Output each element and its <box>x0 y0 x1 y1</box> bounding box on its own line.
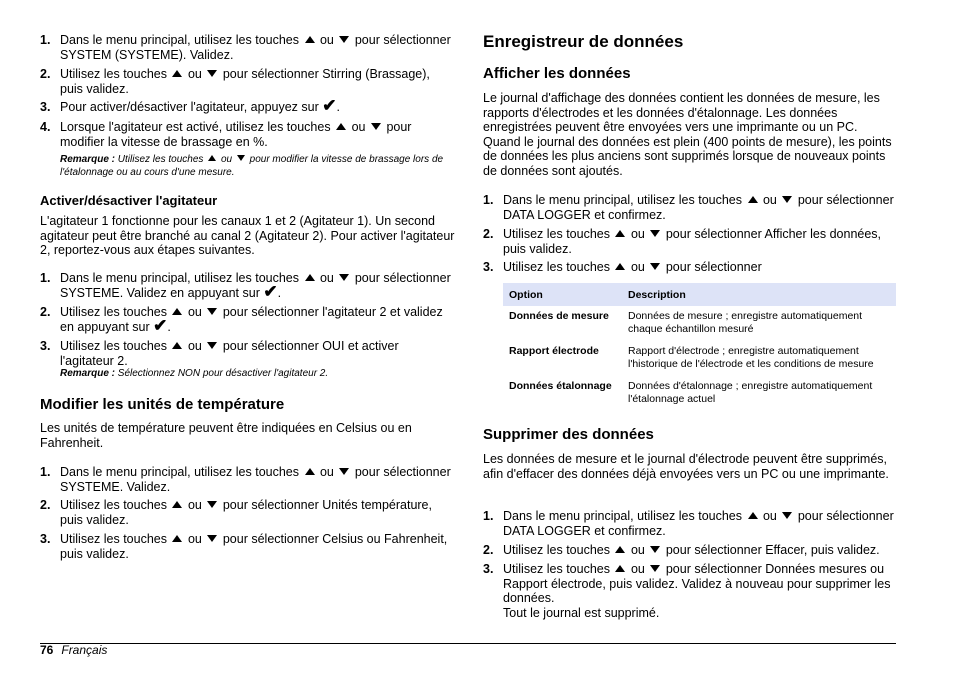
checkmark-icon: ✔ <box>263 281 278 301</box>
down-arrow-icon <box>650 565 660 572</box>
down-arrow-icon <box>650 230 660 237</box>
option-cell: Données étalonnage <box>509 380 612 392</box>
section-heading: Afficher les données <box>483 65 631 82</box>
step-number: 4. <box>40 120 51 134</box>
step-result: Tout le journal est supprimé. <box>503 606 660 620</box>
step-number: 3. <box>40 339 51 353</box>
list-item <box>40 465 455 494</box>
step-number: 2. <box>40 305 51 319</box>
step-number: 2. <box>40 498 51 512</box>
up-arrow-icon <box>615 263 625 270</box>
step-number: 2. <box>40 67 51 81</box>
up-arrow-icon <box>336 123 346 130</box>
down-arrow-icon <box>207 501 217 508</box>
page-title: Enregistreur de données <box>483 32 684 51</box>
step-number: 3. <box>483 562 494 576</box>
section-heading: Activer/désactiver l'agitateur <box>40 193 218 208</box>
checkmark-icon: ✔ <box>322 96 337 115</box>
list-item <box>483 227 896 256</box>
down-arrow-icon <box>207 535 217 542</box>
list-item <box>483 509 896 538</box>
description-cell: Données de mesure ; enregistre automatiquement chaque échantillon mesuré <box>628 310 863 335</box>
table-row <box>503 306 896 341</box>
section-heading: Supprimer des données <box>483 426 654 443</box>
list-item <box>40 33 455 62</box>
step-number: 3. <box>40 100 51 114</box>
list-item <box>40 532 455 561</box>
step-text: Dans le menu principal, utilisez les touches ou pour sélectionner DATA LOGGER et confirmez. <box>503 193 894 222</box>
step-number: 1. <box>483 509 494 523</box>
step-text: Utilisez les touches ou pour sélectionner Stirring (Brassage), puis validez. <box>60 67 430 96</box>
note-label: Remarque : <box>60 154 116 165</box>
list-item <box>40 498 455 527</box>
list-item <box>483 193 896 222</box>
step-text: Dans le menu principal, utilisez les touches ou pour sélectionner DATA LOGGER et confirmez. <box>503 509 894 538</box>
table-row <box>503 341 896 376</box>
footer-language: Français <box>61 643 108 657</box>
paragraph: Le journal d'affichage des données contient les données de mesure, les rapports d'électrodes et les données d'étalonnage. Les données enregistrées peuvent être envoyées vers une imprimante ou un PC. Quand le journal des données est plein (400 points de mesure), les points de données les plus anciens sont supprimés lorsque de nouveaux points de données sont ajoutés. <box>483 91 892 178</box>
list-item <box>483 260 896 275</box>
list-item <box>40 120 455 149</box>
note: Remarque : Utilisez les touches ou pour modifier la vitesse de brassage lors de l'étalonnage ou au cours d'une mesure. <box>60 154 444 178</box>
description-cell: Rapport d'électrode ; enregistre automatiquement l'historique de l'électrode et les conditions de mesure <box>628 345 874 370</box>
up-arrow-icon <box>208 155 216 161</box>
up-arrow-icon <box>172 342 182 349</box>
list-item <box>40 305 455 334</box>
paragraph: Les données de mesure et le journal d'électrode peuvent être supprimés, afin d'effacer des données déjà envoyées vers un PC ou une imprimante. <box>483 452 889 481</box>
up-arrow-icon <box>615 546 625 553</box>
column-header: Option <box>503 283 622 306</box>
list-item <box>40 339 455 368</box>
note-label: Remarque : <box>60 368 116 379</box>
step-text: Utilisez les touches ou pour sélectionner l'agitateur 2 et validez en appuyant sur ✔. <box>60 305 443 335</box>
list-item <box>40 271 455 300</box>
option-cell: Données de mesure <box>509 310 609 322</box>
table-header-row <box>503 283 896 306</box>
list-item <box>40 67 455 96</box>
up-arrow-icon <box>748 196 758 203</box>
step-number: 1. <box>483 193 494 207</box>
down-arrow-icon <box>207 308 217 315</box>
step-number: 2. <box>483 227 494 241</box>
section-heading: Modifier les unités de température <box>40 396 285 413</box>
down-arrow-icon <box>339 468 349 475</box>
up-arrow-icon <box>172 70 182 77</box>
down-arrow-icon <box>650 263 660 270</box>
down-arrow-icon <box>339 36 349 43</box>
down-arrow-icon <box>782 512 792 519</box>
footer-divider <box>40 643 896 644</box>
step-text: Utilisez les touches ou pour sélectionner Afficher les données, puis validez. <box>503 227 882 256</box>
checkmark-icon: ✔ <box>153 315 168 335</box>
step-text: Utilisez les touches ou pour sélectionner Unités température, puis validez. <box>60 498 432 527</box>
down-arrow-icon <box>207 70 217 77</box>
step-number: 1. <box>40 465 51 479</box>
paragraph: Les unités de température peuvent être indiquées en Celsius ou en Fahrenheit. <box>40 421 412 450</box>
step-text: Dans le menu principal, utilisez les touches ou pour sélectionner SYSTEME. Validez. <box>60 465 451 494</box>
down-arrow-icon <box>650 546 660 553</box>
list-item <box>40 96 455 115</box>
up-arrow-icon <box>615 230 625 237</box>
up-arrow-icon <box>305 36 315 43</box>
step-text: Utilisez les touches ou pour sélectionner Effacer, puis validez. <box>503 543 880 557</box>
step-text: Dans le menu principal, utilisez les touches ou pour sélectionner SYSTEM (SYSTEME). Validez. <box>60 33 451 62</box>
up-arrow-icon <box>305 468 315 475</box>
step-text: Utilisez les touches ou pour sélectionner <box>503 260 762 274</box>
up-arrow-icon <box>748 512 758 519</box>
list-item <box>483 562 896 606</box>
step-number: 1. <box>40 271 51 285</box>
up-arrow-icon <box>172 501 182 508</box>
step-text: Utilisez les touches ou pour sélectionner Données mesures ou Rapport électrode, puis validez. Validez à nouveau pour supprimer les données. <box>503 562 891 605</box>
down-arrow-icon <box>339 274 349 281</box>
page-number: 76 <box>40 643 54 657</box>
option-cell: Rapport électrode <box>509 345 599 357</box>
step-number: 3. <box>483 260 494 274</box>
up-arrow-icon <box>172 308 182 315</box>
down-arrow-icon <box>782 196 792 203</box>
step-number: 2. <box>483 543 494 557</box>
down-arrow-icon <box>371 123 381 130</box>
up-arrow-icon <box>305 274 315 281</box>
table-row <box>503 376 896 411</box>
step-number: 1. <box>40 33 51 47</box>
paragraph: L'agitateur 1 fonctionne pour les canaux 1 et 2 (Agitateur 1). Un second agitateur peut être branché au canal 2 (Agitateur 2). Pour activer l'agitateur 2, reportez-vous aux étapes suivantes. <box>40 214 455 257</box>
step-text: Utilisez les touches ou pour sélectionner Celsius ou Fahrenheit, puis validez. <box>60 532 448 561</box>
column-header: Description <box>622 283 896 306</box>
step-text: Dans le menu principal, utilisez les touches ou pour sélectionner SYSTEME. Validez en appuyant sur ✔. <box>60 271 451 301</box>
step-text: Lorsque l'agitateur est activé, utilisez les touches ou pour modifier la vitesse de brassage en %. <box>60 120 412 149</box>
down-arrow-icon <box>207 342 217 349</box>
note: Remarque : Sélectionnez NON pour désactiver l'agitateur 2. <box>60 368 329 379</box>
page-footer <box>40 643 107 657</box>
description-cell: Données d'étalonnage ; enregistre automatiquement l'étalonnage actuel <box>628 380 873 405</box>
step-number: 3. <box>40 532 51 546</box>
step-text: Utilisez les touches ou pour sélectionner OUI et activer l'agitateur 2. <box>60 339 399 368</box>
step-text: Pour activer/désactiver l'agitateur, appuyez sur ✔. <box>60 96 340 115</box>
list-item <box>483 543 896 558</box>
up-arrow-icon <box>615 565 625 572</box>
down-arrow-icon <box>237 155 245 161</box>
options-table <box>503 283 896 411</box>
up-arrow-icon <box>172 535 182 542</box>
